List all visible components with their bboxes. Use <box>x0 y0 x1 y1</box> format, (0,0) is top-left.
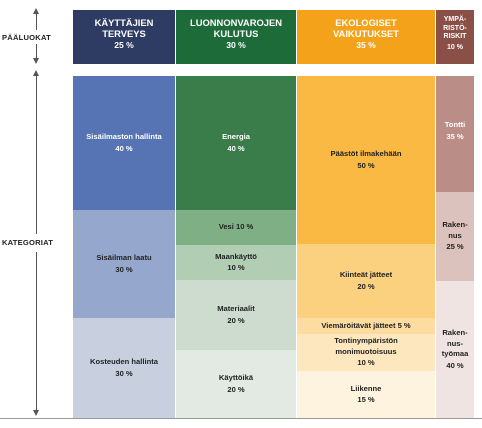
category-name: Materiaalit <box>217 304 255 313</box>
axis-line-middle-lower <box>36 252 37 411</box>
category-name: Sisäilmaston hallinta <box>86 132 162 141</box>
category-percent: 10 % <box>227 263 245 272</box>
header-title: EKOLOGISET VAIKUTUKSET <box>333 17 399 39</box>
category-energy <box>176 76 296 210</box>
category-percent: 30 % <box>115 264 133 274</box>
axis-line-middle-upper <box>36 75 37 234</box>
category-land-use <box>176 245 296 280</box>
category-name: Viemäröitävät jätteet 5 % <box>321 320 411 330</box>
header-percent: 35 % <box>356 40 376 50</box>
category-name: Kosteuden hallinta <box>90 357 158 366</box>
category-percent: 20 % <box>357 281 375 291</box>
header-user-health <box>73 10 175 64</box>
header-percent: 10 % <box>447 43 463 51</box>
header-percent: 25 % <box>114 40 134 50</box>
header-ecological-impacts <box>297 10 435 64</box>
axis-arrow-down-icon-2 <box>33 410 39 416</box>
categories-label: KATEGORIAT <box>2 238 54 247</box>
category-name: Päästöt ilmakehään <box>330 149 402 158</box>
category-sewage-waste <box>297 318 435 334</box>
category-name: Energia <box>222 132 250 141</box>
category-percent: 10 % <box>357 358 375 368</box>
category-percent: 20 % <box>227 315 245 325</box>
category-name: Käyttöikä <box>218 373 254 382</box>
header-title: KÄYTTÄJIEN TERVEYS <box>94 17 154 39</box>
category-site-biodiversity <box>297 334 435 371</box>
axis-line-top <box>36 13 37 30</box>
category-name: Maankäyttö <box>215 251 257 261</box>
category-traffic <box>297 371 435 418</box>
category-percent: 40 % <box>446 360 464 370</box>
category-indoor-air <box>73 210 175 318</box>
category-percent: 40 % <box>227 143 245 153</box>
category-service-life <box>176 350 296 418</box>
category-water <box>176 210 296 245</box>
axis-arrow-down-icon <box>33 58 39 64</box>
category-moisture <box>73 318 175 418</box>
category-percent: 15 % <box>357 395 375 404</box>
header-title: LUONNONVAROJEN KULUTUS <box>189 17 283 39</box>
category-percent: 40 % <box>115 143 133 153</box>
category-indoor-climate <box>73 76 175 210</box>
category-materials <box>176 280 296 350</box>
main-classes-label: PÄÄLUOKAT <box>2 33 51 42</box>
category-percent: 50 % <box>357 160 375 170</box>
category-name: Sisäilman laatu <box>96 253 152 262</box>
category-percent: 20 % <box>227 384 245 394</box>
category-emissions <box>297 76 435 244</box>
bottom-rule <box>0 418 482 419</box>
category-solid-waste <box>297 244 435 318</box>
category-name: Tontinympäristön monimuotoisuus <box>334 336 398 356</box>
category-site <box>436 76 474 192</box>
category-name: Vesi 10 % <box>218 222 254 232</box>
header-natural-resources <box>176 10 296 64</box>
category-percent: 25 % <box>446 242 464 252</box>
category-percent: 30 % <box>115 368 133 378</box>
category-construction-site <box>436 281 474 418</box>
category-name: Liikenne <box>350 383 382 393</box>
category-building <box>436 192 474 281</box>
category-name: Kiinteät jätteet <box>339 270 393 279</box>
header-environmental-risks <box>436 10 474 64</box>
category-name: Raken- nus <box>442 220 468 240</box>
category-name: Raken- nus- työmaa <box>441 328 469 358</box>
header-title: YMPÄ- RISTÖ- RISKIT <box>443 16 467 41</box>
header-percent: 30 % <box>226 40 246 50</box>
category-name: Tontti <box>444 120 466 129</box>
category-percent: 35 % <box>446 131 464 141</box>
